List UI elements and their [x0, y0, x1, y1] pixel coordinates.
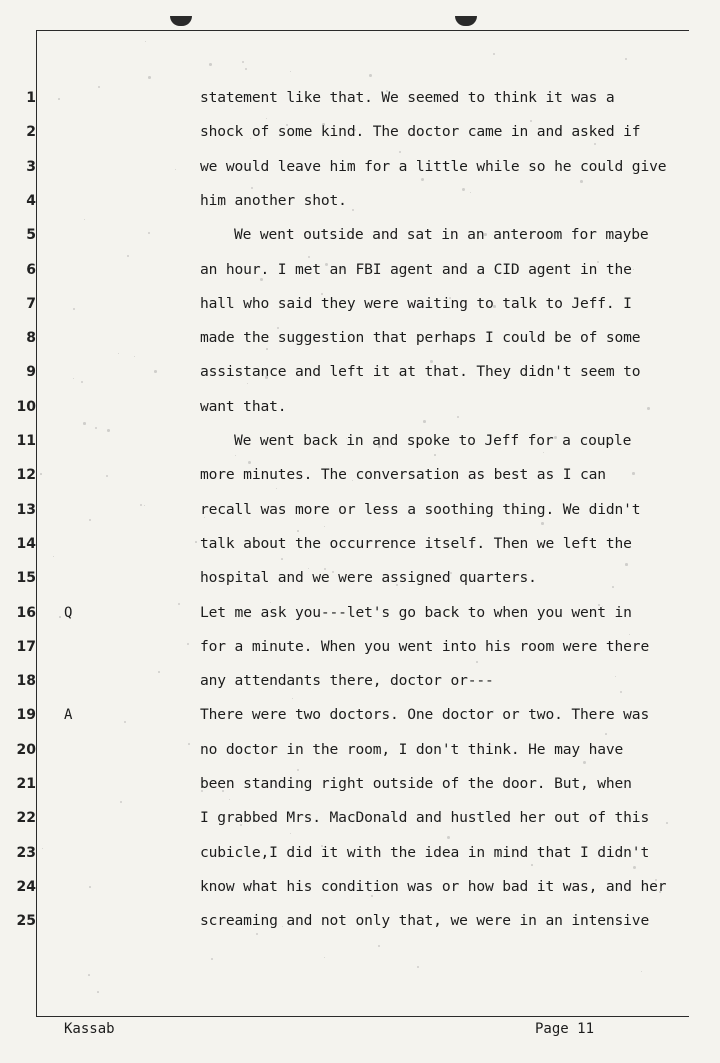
- line-number: 11: [16, 433, 36, 449]
- scan-speck: [324, 568, 326, 570]
- transcript-line: statement like that. We seemed to think it was a: [200, 89, 615, 106]
- line-number: 16: [16, 605, 36, 621]
- transcript-line: know what his condition was or how bad it was, and her: [200, 878, 667, 895]
- scan-speck: [659, 891, 661, 893]
- scan-speck: [321, 845, 323, 847]
- scan-speck: [158, 671, 160, 673]
- scan-speck: [554, 436, 557, 439]
- transcript-line: no doctor in the room, I don't think. He may have: [200, 741, 624, 758]
- scan-speck: [594, 143, 596, 145]
- scan-speck: [148, 76, 151, 79]
- scan-speck: [434, 454, 436, 456]
- scan-speck: [378, 445, 381, 448]
- transcript-line: an hour. I met an FBI agent and a CID agent in the: [200, 261, 632, 278]
- line-number: 24: [16, 879, 36, 895]
- scan-speck: [605, 733, 607, 735]
- scan-speck: [447, 836, 450, 839]
- binding-hole: [170, 16, 192, 26]
- scan-speck: [399, 151, 401, 153]
- scan-speck: [281, 558, 283, 560]
- scan-speck: [434, 100, 436, 102]
- scan-speck: [120, 801, 122, 803]
- transcript-line: There were two doctors. One doctor or two. There was: [200, 706, 650, 723]
- scan-speck: [265, 376, 268, 379]
- scan-speck: [612, 586, 614, 588]
- scan-speck: [73, 308, 75, 310]
- line-number: 15: [16, 570, 36, 586]
- scan-speck: [341, 267, 344, 270]
- scan-speck: [423, 420, 426, 423]
- scan-speck: [625, 563, 628, 566]
- line-number: 1: [26, 90, 36, 106]
- scan-speck: [89, 886, 91, 888]
- line-number: 10: [16, 399, 36, 415]
- scan-speck: [83, 422, 86, 425]
- scan-speck: [222, 790, 224, 792]
- scan-speck: [322, 123, 325, 126]
- line-number: 5: [26, 227, 36, 243]
- line-number: 2: [26, 124, 36, 140]
- scan-speck: [437, 135, 438, 136]
- transcript-line: want that.: [200, 398, 287, 415]
- transcript-line: shock of some kind. The doctor came in and asked if: [200, 123, 641, 140]
- scan-speck: [195, 541, 197, 543]
- scan-speck: [97, 991, 99, 993]
- scan-speck: [248, 461, 251, 464]
- scan-speck: [201, 790, 203, 792]
- scan-speck: [240, 824, 242, 826]
- scan-speck: [140, 504, 142, 506]
- scan-speck: [81, 381, 83, 383]
- line-number: 22: [16, 810, 36, 826]
- scan-speck: [493, 305, 496, 308]
- witness-name: Kassab: [64, 1021, 115, 1037]
- scan-speck: [358, 715, 360, 717]
- line-number-gutter: [0, 0, 40, 1063]
- scan-speck: [632, 472, 635, 475]
- line-number: 25: [16, 913, 36, 929]
- scan-speck: [266, 348, 268, 350]
- scan-speck: [598, 604, 600, 606]
- line-number: 3: [26, 159, 36, 175]
- speaker-label: Q: [64, 605, 73, 621]
- binding-hole: [455, 16, 477, 26]
- scan-speck: [260, 278, 263, 281]
- transcript-line: cubicle,I did it with the idea in mind that I didn't: [200, 844, 650, 861]
- scan-speck: [396, 584, 398, 586]
- scan-speck: [633, 866, 636, 869]
- scan-speck: [321, 293, 323, 295]
- scan-speck: [421, 178, 424, 181]
- scan-speck: [352, 480, 353, 481]
- line-number: 7: [26, 296, 36, 312]
- scan-speck: [484, 233, 487, 236]
- transcript-line: hall who said they were waiting to talk to Jeff. I: [200, 295, 632, 312]
- line-number: 19: [16, 707, 36, 723]
- line-number: 4: [26, 193, 36, 209]
- page-border: [36, 30, 689, 1017]
- line-number: 18: [16, 673, 36, 689]
- transcript-line: him another shot.: [200, 192, 347, 209]
- line-number: 14: [16, 536, 36, 552]
- line-number: 12: [16, 467, 36, 483]
- scan-speck: [647, 407, 650, 410]
- scan-speck: [58, 98, 60, 100]
- transcript-line: I grabbed Mrs. MacDonald and hustled her out of this: [200, 809, 650, 826]
- transcript-line: hospital and we were assigned quarters.: [200, 569, 537, 586]
- scan-speck: [583, 761, 586, 764]
- transcript-line: been standing right outside of the door. But, when: [200, 775, 632, 792]
- scan-speck: [371, 895, 373, 897]
- scan-speck: [462, 188, 465, 191]
- line-number: 17: [16, 639, 36, 655]
- page-number: Page 11: [535, 1021, 595, 1037]
- scan-speck: [98, 86, 100, 88]
- scan-speck: [209, 63, 212, 66]
- speaker-label: A: [64, 707, 73, 723]
- line-number: 9: [26, 364, 36, 380]
- scan-speck: [154, 370, 157, 373]
- transcript-line: talk about the occurrence itself. Then we left the: [200, 535, 632, 552]
- scan-speck: [666, 822, 668, 824]
- transcript-line: recall was more or less a soothing thing. We didn't: [200, 501, 641, 518]
- transcript-line: assistance and left it at that. They didn't seem to: [200, 363, 641, 380]
- transcript-line: any attendants there, doctor or---: [200, 672, 494, 689]
- scan-speck: [580, 180, 583, 183]
- line-number: 8: [26, 330, 36, 346]
- transcript-line: We went outside and sat in an anteroom for maybe: [234, 226, 649, 243]
- transcript-line: screaming and not only that, we were in an intensive: [200, 912, 650, 929]
- scan-speck: [620, 691, 622, 693]
- scan-speck: [308, 256, 310, 258]
- scan-speck: [188, 743, 190, 745]
- transcript-line: We went back in and spoke to Jeff for a couple: [234, 432, 632, 449]
- line-number: 13: [16, 502, 36, 518]
- transcript-line: we would leave him for a little while so he could give: [200, 158, 667, 175]
- scan-speck: [430, 360, 433, 363]
- scan-speck: [476, 661, 478, 663]
- scan-speck: [187, 643, 189, 645]
- scan-speck: [107, 429, 110, 432]
- scan-speck: [369, 74, 372, 77]
- line-number: 6: [26, 262, 36, 278]
- transcript-line: more minutes. The conversation as best as I can: [200, 466, 606, 483]
- transcript-line: Let me ask you---let's go back to when you went in: [200, 604, 632, 621]
- transcript-line: for a minute. When you went into his room were there: [200, 638, 650, 655]
- scan-speck: [325, 263, 328, 266]
- transcript-line: made the suggestion that perhaps I could be of some: [200, 329, 641, 346]
- line-number: 21: [16, 776, 36, 792]
- scan-speck: [297, 530, 299, 532]
- line-number: 20: [16, 742, 36, 758]
- scan-speck: [40, 473, 42, 475]
- line-number: 23: [16, 845, 36, 861]
- scan-speck: [270, 602, 271, 603]
- scan-speck: [531, 864, 533, 866]
- scan-speck: [541, 522, 544, 525]
- scan-speck: [59, 616, 61, 618]
- scan-speck: [88, 974, 90, 976]
